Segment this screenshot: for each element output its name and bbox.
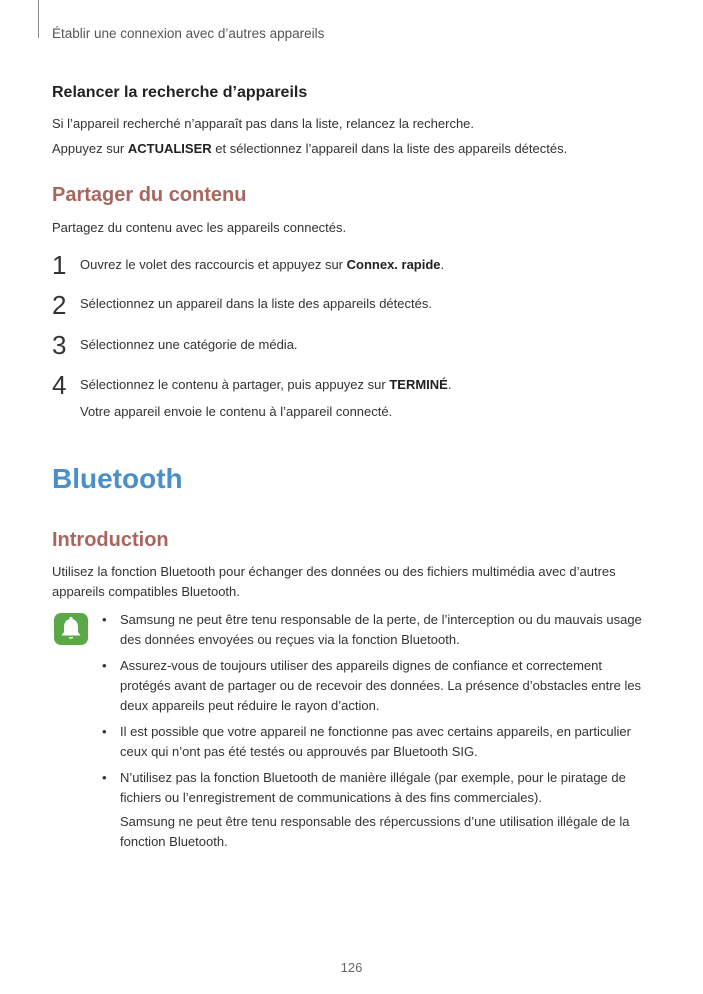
note-text: Samsung ne peut être tenu responsable de la perte, de l’interception ou du mauvais usage des données envoyées ou reçues via la fonction Bluetooth. bbox=[120, 612, 642, 647]
termine-keyword: TERMINÉ bbox=[389, 377, 448, 392]
caution-bell-icon bbox=[54, 613, 88, 645]
step-1-text bbox=[80, 255, 444, 275]
refresh-p2-pre: Appuyez sur bbox=[52, 141, 128, 156]
step-4-text bbox=[80, 375, 451, 395]
bluetooth-notes-list bbox=[102, 610, 650, 858]
note-extra-text: Samsung ne peut être tenu responsable des répercussions d’une utilisation illégale de la fonction Bluetooth. bbox=[120, 814, 630, 849]
actualiser-keyword: ACTUALISER bbox=[127, 141, 212, 156]
step-2-number: 2 bbox=[52, 290, 67, 320]
bluetooth-title: Bluetooth bbox=[52, 463, 183, 494]
note-text: Il est possible que votre appareil ne fonctionne pas avec certains appareils, en particulier ceux qui n’ont pas été testés ou approuvés par Bluetooth SIG. bbox=[120, 724, 631, 759]
step-4-post: . bbox=[447, 377, 452, 392]
refresh-p2-post: et sélectionnez l’appareil dans la liste des appareils détectés. bbox=[211, 141, 568, 156]
step-1-pre: Ouvrez le volet des raccourcis et appuyez sur bbox=[80, 257, 347, 272]
share-heading: Partager du contenu bbox=[52, 184, 247, 206]
step-2-text: Sélectionnez un appareil dans la liste des appareils détectés. bbox=[80, 296, 432, 311]
bullet-marker: • bbox=[102, 770, 107, 785]
bullet-marker: • bbox=[102, 724, 107, 739]
step-4-pre: Sélectionnez le contenu à partager, puis appuyez sur bbox=[80, 377, 390, 392]
step-1-post: . bbox=[440, 257, 445, 272]
step-3-number: 3 bbox=[52, 330, 67, 360]
bell-icon-svg bbox=[54, 613, 88, 645]
step-1-number: 1 bbox=[52, 250, 67, 280]
note-item bbox=[102, 610, 650, 650]
bullet-marker: • bbox=[102, 658, 107, 673]
page-number: 126 bbox=[340, 960, 363, 975]
introduction-heading: Introduction bbox=[52, 529, 169, 551]
note-text: N’utilisez pas la fonction Bluetooth de manière illégale (par exemple, pour le piratage de fichiers ou l’enregistrement de communications à des fins commerciales). bbox=[120, 770, 626, 805]
note-text: Assurez-vous de toujours utiliser des appareils dignes de confiance et correctement protégés avant de partager ou de recevoir des données. La présence d’obstacles entre les deux appareils peut réduire le rayon d’action. bbox=[120, 658, 642, 713]
step-4-number: 4 bbox=[52, 370, 67, 400]
connex-rapide-keyword: Connex. rapide bbox=[346, 257, 441, 272]
refresh-heading: Relancer la recherche d’appareils bbox=[52, 84, 308, 101]
header-rule bbox=[38, 0, 39, 38]
step-4-note: Votre appareil envoie le contenu à l’appareil connecté. bbox=[80, 404, 393, 419]
note-item bbox=[102, 656, 650, 716]
refresh-paragraph-1: Si l’appareil recherché n’apparaît pas dans la liste, relancez la recherche. bbox=[52, 116, 475, 131]
step-3-text: Sélectionnez une catégorie de média. bbox=[80, 337, 298, 352]
refresh-paragraph-2 bbox=[52, 139, 567, 159]
bullet-marker: • bbox=[102, 612, 107, 627]
share-intro: Partagez du contenu avec les appareils connectés. bbox=[52, 220, 347, 235]
note-item bbox=[102, 722, 650, 762]
running-header: Établir une connexion avec d’autres appareils bbox=[52, 26, 325, 41]
note-item bbox=[102, 768, 650, 852]
introduction-text: Utilisez la fonction Bluetooth pour échanger des données ou des fichiers multimédia avec d’autres appareils compatibles Bluetooth. bbox=[52, 564, 616, 599]
